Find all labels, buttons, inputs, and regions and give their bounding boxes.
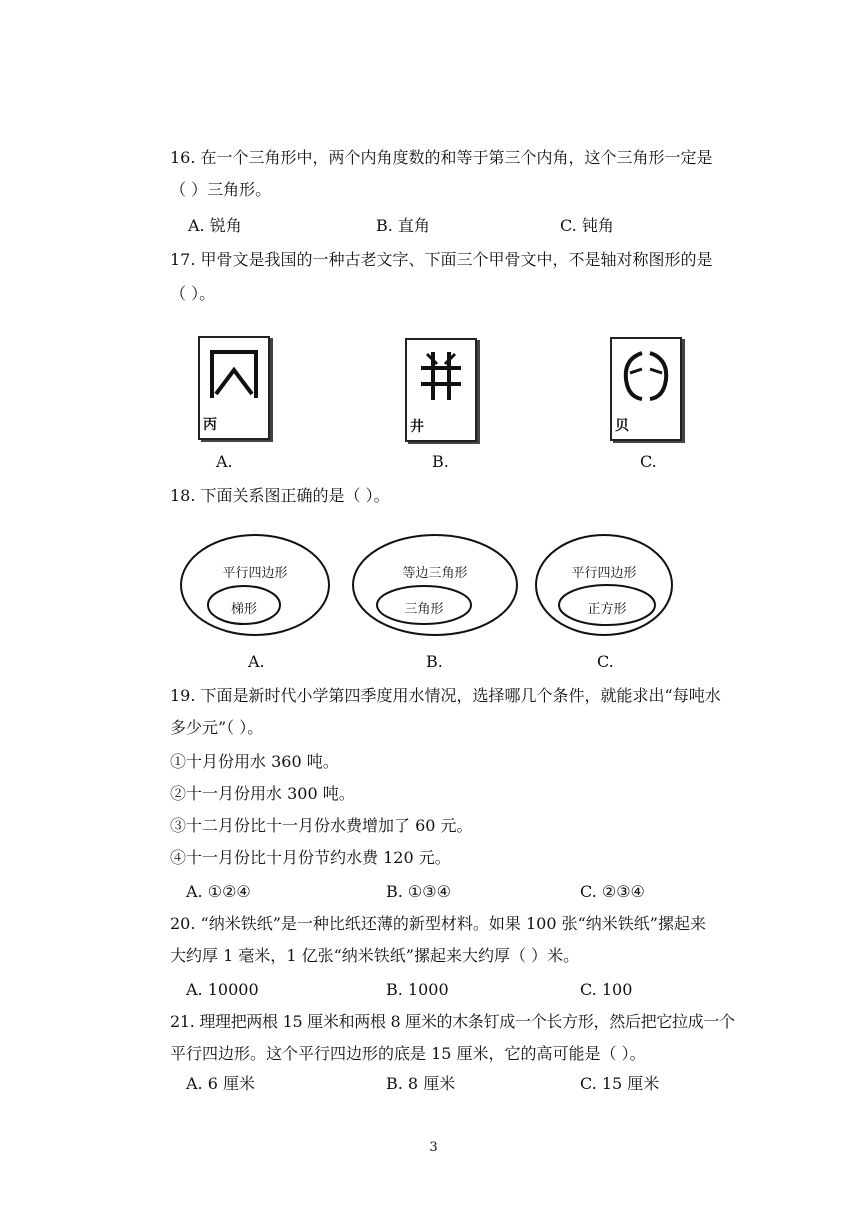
oracle-char-card-a[interactable] xyxy=(198,336,270,440)
q21-line1: 21. 理理把两根 15 厘米和两根 8 厘米的木条钉成一个长方形，然后把它拉成一个 xyxy=(170,1012,735,1031)
q21-option-b[interactable]: B. 8 厘米 xyxy=(386,1074,456,1093)
relation-diagram-c[interactable] xyxy=(533,532,675,638)
q16-line1: 16. 在一个三角形中，两个内角度数的和等于第三个内角，这个三角形一定是 xyxy=(170,148,713,167)
q17-option-a[interactable]: A. xyxy=(216,452,233,471)
q17-line1: 17. 甲骨文是我国的一种古老文字、下面三个甲骨文中，不是轴对称图形的是 xyxy=(170,250,713,269)
q19-option-b[interactable]: B. ①③④ xyxy=(386,882,451,901)
diagram-c-inner-label: 正方形 xyxy=(587,602,627,617)
oracle-char-label-b: 井 xyxy=(410,419,424,435)
q19-option-a[interactable]: A. ①②④ xyxy=(186,882,251,901)
diagram-c-outer-label: 平行四边形 xyxy=(571,566,637,581)
q19-condition-1: ①十月份用水 360 吨。 xyxy=(170,752,339,771)
q18-line1: 18. 下面关系图正确的是（ ）。 xyxy=(170,486,390,505)
q19-line1: 19. 下面是新时代小学第四季度用水情况，选择哪几个条件，就能求出“每吨水 xyxy=(170,686,721,705)
q18-option-a[interactable]: A. xyxy=(248,652,265,671)
q20-option-b[interactable]: B. 1000 xyxy=(386,980,449,999)
diagram-a-inner-label: 梯形 xyxy=(230,602,257,617)
relation-diagram-c-shapes xyxy=(533,532,675,638)
q21-line2: 平行四边形。这个平行四边形的底是 15 厘米，它的高可能是（ ）。 xyxy=(170,1044,646,1063)
q19-condition-3: ③十二月份比十一月份水费增加了 60 元。 xyxy=(170,816,473,835)
oracle-char-card-c[interactable] xyxy=(610,337,682,441)
q20-line2: 大约厚 1 毫米，1 亿张“纳米铁纸”摞起来大约厚（ ）米。 xyxy=(170,946,580,965)
q20-option-c[interactable]: C. 100 xyxy=(580,980,633,999)
q19-condition-4: ④十一月份比十月份节约水费 120 元。 xyxy=(170,848,451,867)
q21-option-c[interactable]: C. 15 厘米 xyxy=(580,1074,660,1093)
relation-diagram-b[interactable] xyxy=(350,532,520,638)
diagram-b-inner-label: 三角形 xyxy=(404,602,444,617)
q21-option-a[interactable]: A. 6 厘米 xyxy=(186,1074,255,1093)
q17-option-c[interactable]: C. xyxy=(640,452,657,471)
q17-option-b[interactable]: B. xyxy=(432,452,449,471)
oracle-char-label-c: 贝 xyxy=(615,418,629,434)
oracle-char-card-b[interactable] xyxy=(405,338,477,442)
relation-diagram-b-shapes xyxy=(350,532,520,638)
oracle-char-label-a: 丙 xyxy=(203,417,217,433)
q17-line2: （ ）。 xyxy=(170,284,216,303)
q19-line2: 多少元”（ ）。 xyxy=(170,718,264,737)
q16-line2: （ ）三角形。 xyxy=(170,180,272,199)
diagram-a-outer-label: 平行四边形 xyxy=(222,566,288,581)
q16-option-a[interactable]: A. 锐角 xyxy=(188,216,242,235)
diagram-b-outer-label: 等边三角形 xyxy=(402,566,468,581)
relation-diagram-a[interactable] xyxy=(178,532,332,638)
q16-option-b[interactable]: B. 直角 xyxy=(376,216,430,235)
page-number: 3 xyxy=(429,1140,438,1155)
q18-option-b[interactable]: B. xyxy=(426,652,443,671)
q20-option-a[interactable]: A. 10000 xyxy=(186,980,259,999)
q19-condition-2: ②十一月份用水 300 吨。 xyxy=(170,784,355,803)
relation-diagram-a-shapes xyxy=(178,532,332,638)
q20-line1: 20. “纳米铁纸”是一种比纸还薄的新型材料。如果 100 张“纳米铁纸”摞起来 xyxy=(170,914,706,933)
q16-option-c[interactable]: C. 钝角 xyxy=(560,216,614,235)
q18-option-c[interactable]: C. xyxy=(597,652,614,671)
q19-option-c[interactable]: C. ②③④ xyxy=(580,882,645,901)
